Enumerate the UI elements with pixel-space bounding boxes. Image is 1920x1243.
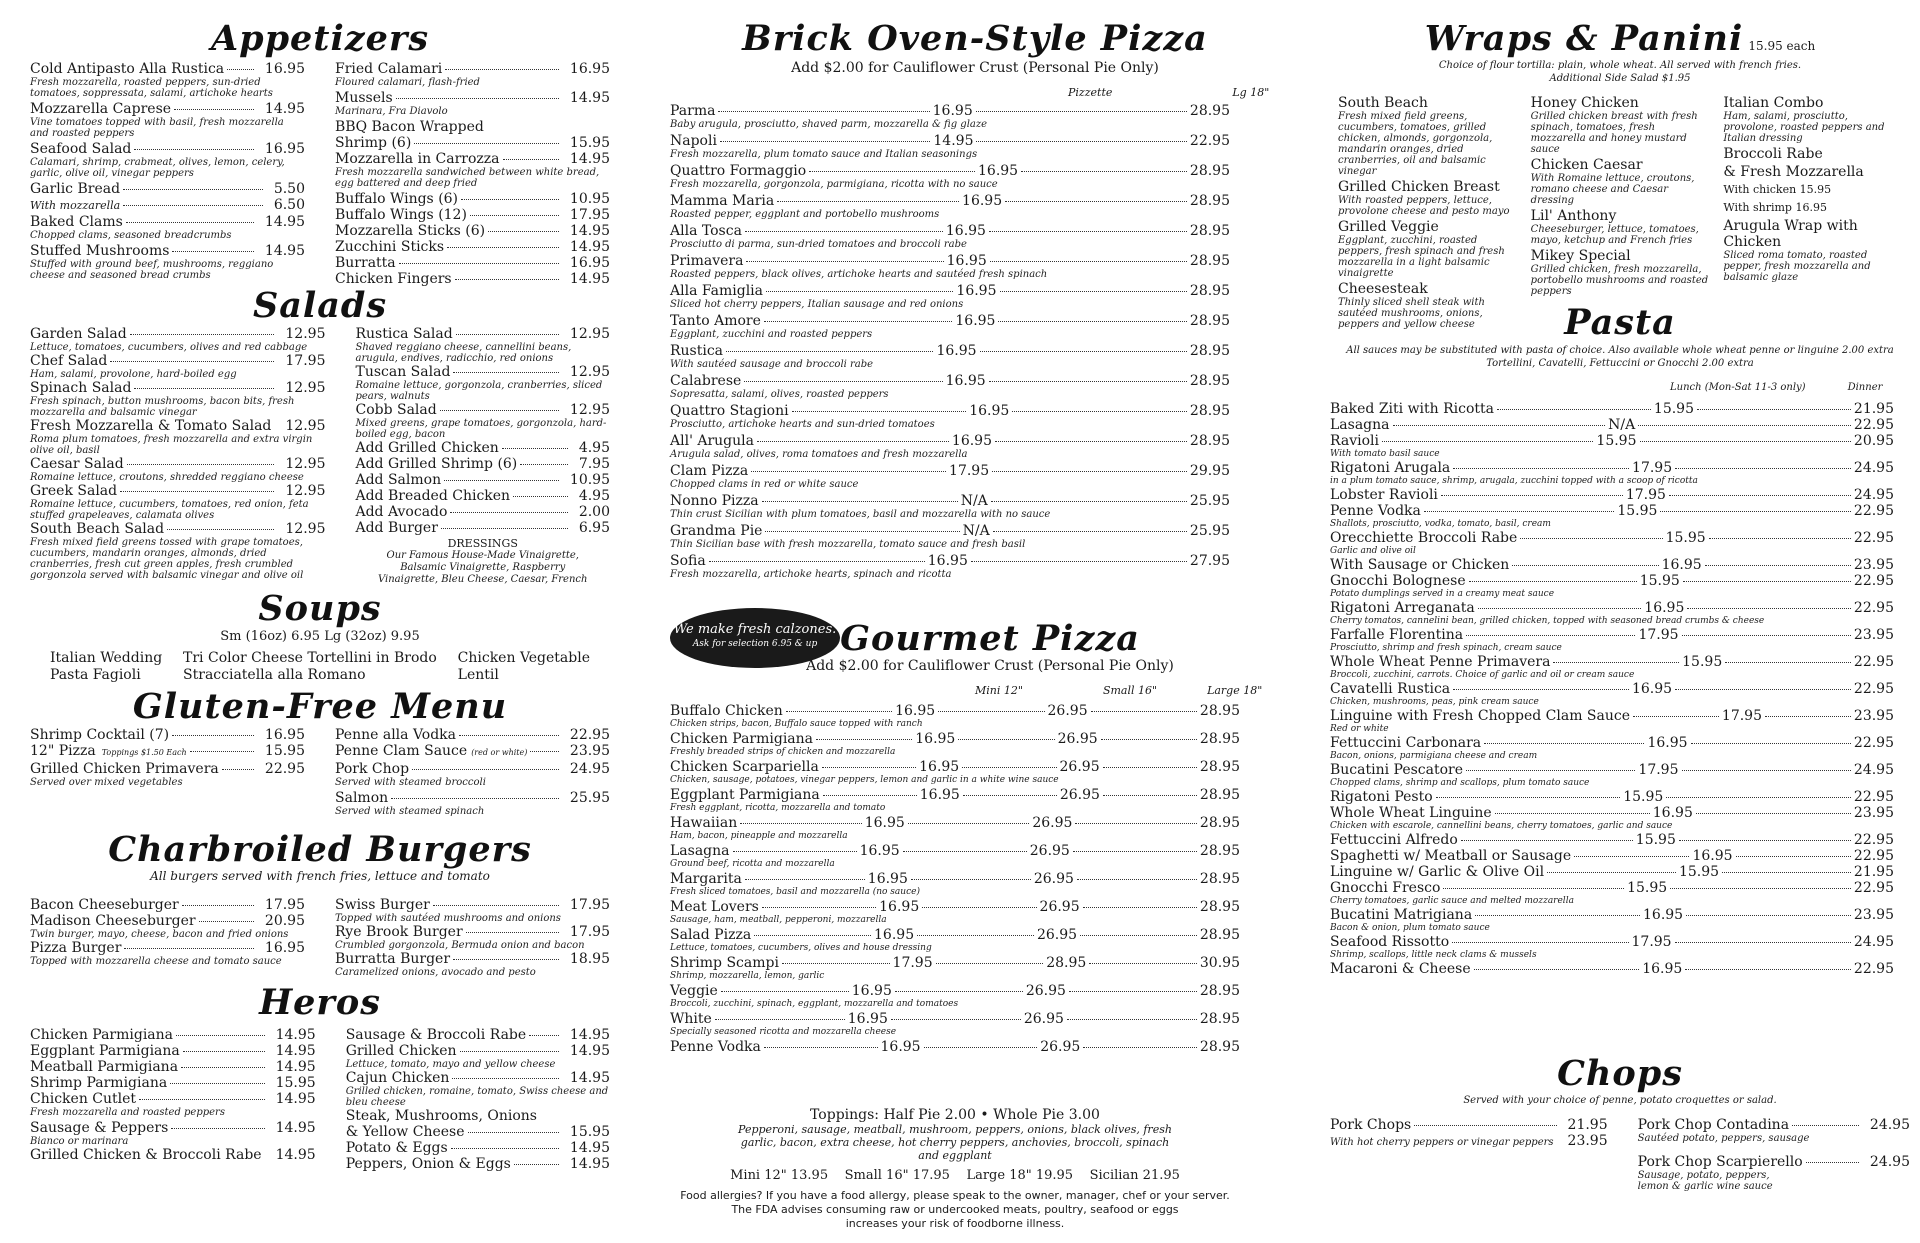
menu-item: Chicken Cutlet 14.95 Fresh mozzarella and roasted peppers xyxy=(30,1091,316,1118)
pasta-column-headers: Lunch (Mon-Sat 11-3 only) Dinner xyxy=(1670,382,1883,393)
menu-item: Penne Vodka 16.95 26.95 28.95 xyxy=(670,1039,1240,1055)
chops-right xyxy=(1638,1117,1910,1192)
menu-item: Rigatoni Arreganata 16.95 22.95 Cherry tomatos, cannelini bean, grilled chicken, topped with seasoned bread crumbs & cheese xyxy=(1330,600,1895,626)
menu-item: Quattro Formaggio 16.95 28.95 Fresh mozzarella, gorgonzola, parmigiana, ricotta with no sauce xyxy=(670,163,1230,190)
wraps-col-1 xyxy=(1338,95,1517,332)
appetizers-title: Appetizers xyxy=(210,18,430,59)
wrap-item: Grilled Veggie Eggplant, zucchini, roasted peppers, fresh spinach and fresh mozzarella in a light balsamic vinaigrette xyxy=(1338,219,1505,279)
menu-item: Buffalo Chicken 16.95 26.95 28.95 Chicken strips, bacon, Buffalo sauce topped with ranch xyxy=(670,703,1241,729)
menu-item: Fettuccini Carbonara 16.95 22.95 Bacon, onions, parmigiana cheese and cream xyxy=(1330,735,1894,761)
menu-item: Gnocchi Bolognese 15.95 22.95 Potato dumplings served in a creamy meat sauce xyxy=(1330,573,1894,599)
menu-item: Add Avocado 2.00 xyxy=(355,504,610,520)
pasta-title: Pasta xyxy=(1564,302,1676,343)
menu-item: Whole Wheat Penne Primavera 15.95 22.95 Broccoli, zucchini, carrots. Choice of garlic and oil or cream sauce xyxy=(1330,654,1895,680)
menu-item: Sofia 16.95 27.95 Fresh mozzarella, artichoke hearts, spinach and ricotta xyxy=(670,553,1230,580)
menu-item: BBQ Bacon Wrapped xyxy=(335,119,484,135)
burgers-left xyxy=(30,897,305,978)
menu-item: Rigatoni Pesto 15.95 22.95 xyxy=(1330,789,1894,805)
chops-note: Served with your choice of penne, potato croquettes or salad. xyxy=(1463,1095,1777,1106)
soups-col-1: Italian Wedding Pasta Fagioli xyxy=(50,650,163,683)
right-page xyxy=(1330,0,1910,1192)
menu-item: Add Salmon 10.95 xyxy=(355,472,610,488)
menu-item: Fried Calamari 16.95 Floured calamari, flash-fried xyxy=(335,61,610,88)
wrap-item: Italian Combo Ham, salami, prosciutto, provolone, roasted peppers and Italian dressing xyxy=(1723,95,1885,144)
menu-item: Pork Chop Contadina 24.95 Sautéed potato, peppers, sausage xyxy=(1637,1117,1910,1144)
menu-item: Peppers, Onion & Eggs 14.95 xyxy=(345,1156,610,1172)
menu-item: Eggplant Parmigiana 16.95 26.95 28.95 Fresh eggplant, ricotta, mozzarella and tomato xyxy=(670,787,1240,813)
menu-item: Steak, Mushrooms, Onions xyxy=(345,1108,537,1124)
pasta-rows xyxy=(1330,401,1894,977)
heros-section xyxy=(30,1027,610,1172)
menu-item: Shrimp Cocktail (7) 16.95 xyxy=(30,727,305,743)
wraps-price: 15.95 each xyxy=(1748,39,1816,53)
wrap-item: Chicken Caesar With Romaine lettuce, croutons, romano cheese and Caesar dressing xyxy=(1530,157,1695,206)
wraps-header xyxy=(1330,18,1910,59)
menu-item: Rustica Salad 12.95 Shaved reggiano cheese, cannellini beans, arugula, endives, radicchio, red onions xyxy=(355,326,610,364)
brick-oven-title: Brick Oven-Style Pizza xyxy=(742,18,1208,59)
brick-oven-note: Add $2.00 for Cauliflower Crust (Personal Pie Only) xyxy=(791,60,1159,76)
menu-item: Alla Famiglia 16.95 28.95 Sliced hot cherry peppers, Italian sausage and red onions xyxy=(670,283,1230,310)
menu-item: South Beach Salad 12.95 Fresh mixed field greens tossed with grape tomatoes, cucumbers, mandarin oranges, almonds, dried cranberries, fresh cut green apples, fresh crumbled gorgonzola served with balsamic vinegar and olive oil xyxy=(30,521,326,581)
menu-item: Tuscan Salad 12.95 Romaine lettuce, gorgonzola, cranberries, sliced pears, walnuts xyxy=(355,364,610,402)
dressings-title: DRESSINGS xyxy=(447,537,518,550)
menu-item: Salmon 25.95 Served with steamed spinach xyxy=(335,790,610,817)
wrap-item: South Beach Fresh mixed field greens, cucumbers, tomatoes, grilled chicken, almonds, gorgonzola, mandarin oranges, dried cranberries, oil and balsamic vinegar xyxy=(1338,95,1493,177)
calzone-badge: We make fresh calzones. Ask for selection 6.95 & up xyxy=(670,608,840,668)
menu-item: Farfalle Florentina 17.95 23.95 Prosciutto, shrimp and fresh spinach, cream sauce xyxy=(1330,627,1895,653)
menu-item: Chicken Parmigiana 16.95 26.95 28.95 Freshly breaded strips of chicken and mozzarella xyxy=(670,731,1240,757)
chops-section xyxy=(1330,1053,1910,1192)
toppings-section xyxy=(670,1108,1240,1231)
menu-item: Chicken Fingers 14.95 xyxy=(335,271,610,287)
chops-title: Chops xyxy=(1557,1053,1683,1094)
menu-item: Penne Clam Sauce (red or white) 23.95 xyxy=(335,743,610,759)
burgers-section xyxy=(30,897,610,978)
wrap-item: Cheesesteak Thinly sliced shell steak with sautéed mushrooms, onions, peppers and yellow cheese xyxy=(1338,281,1485,330)
menu-item: With Sausage or Chicken 16.95 23.95 xyxy=(1330,557,1894,573)
menu-item: Chicken Parmigiana 14.95 xyxy=(30,1027,316,1043)
left-page xyxy=(30,0,610,1172)
gluten-free-section xyxy=(30,727,610,817)
menu-item: Add Grilled Chicken 4.95 xyxy=(355,440,610,456)
menu-item: Buffalo Wings (12) 17.95 xyxy=(335,207,610,223)
wraps-col-3 xyxy=(1723,95,1902,332)
menu-item: Mozzarella Sticks (6) 14.95 xyxy=(335,223,610,239)
menu-item: Caesar Salad 12.95 Romaine lettuce, croutons, shredded reggiano cheese xyxy=(30,456,326,483)
burgers-title: Charbroiled Burgers xyxy=(108,829,532,870)
menu-item: Sausage & Peppers 14.95 Bianco or marinara xyxy=(30,1120,316,1147)
menu-item: Cajun Chicken 14.95 Grilled chicken, romaine, tomato, Swiss cheese and bleu cheese xyxy=(345,1070,610,1108)
chops-items xyxy=(1330,1117,1910,1192)
menu-item: 12" Pizza Toppings $1.50 Each 15.95 xyxy=(30,743,305,759)
toppings-sizes: Mini 12" 13.95 Small 16" 17.95 Large 18" 19.95 Sicilian 21.95 xyxy=(730,1168,1180,1183)
menu-item: Spaghetti w/ Meatball or Sausage 16.95 22.95 xyxy=(1330,848,1895,864)
menu-item: Macaroni & Cheese 16.95 22.95 xyxy=(1330,961,1894,977)
menu-item: Potato & Eggs 14.95 xyxy=(345,1140,610,1156)
menu-item: Madison Cheeseburger 20.95 Twin burger, mayo, cheese, bacon and fried onions xyxy=(30,913,305,940)
menu-item: Garden Salad 12.95 Lettuce, tomatoes, cucumbers, olives and red cabbage xyxy=(30,326,326,353)
menu-item: Rye Brook Burger 17.95 Crumbled gorgonzola, Bermuda onion and bacon xyxy=(335,924,610,951)
menu-item: Parma 16.95 28.95 Baby arugula, prosciutto, shaved parm, mozzarella & fig glaze xyxy=(670,103,1231,130)
menu-item: Rigatoni Arugala 17.95 24.95 in a plum tomato sauce, shrimp, arugala, zucchini topped with a scoop of ricotta xyxy=(1330,460,1894,486)
menu-item: Cavatelli Rustica 16.95 22.95 Chicken, mushrooms, peas, pink cream sauce xyxy=(1330,681,1894,707)
menu-item: Shrimp Scampi 17.95 28.95 30.95 Shrimp, mozzarella, lemon, garlic xyxy=(670,955,1240,981)
menu-item: Add Breaded Chicken 4.95 xyxy=(355,488,610,504)
gluten-free-left xyxy=(30,727,305,817)
soups-col-3: Chicken Vegetable Lentil xyxy=(457,650,590,683)
menu-item: Grilled Chicken Primavera 22.95 Served over mixed vegetables xyxy=(30,761,305,788)
wrap-item: Mikey Special Grilled chicken, fresh mozzarella, portobello mushrooms and roasted peppers xyxy=(1530,248,1709,297)
gourmet-section xyxy=(670,618,1270,1056)
wraps-note-2: Additional Side Salad $1.95 xyxy=(1549,73,1691,84)
menu-item: Pork Chop 24.95 Served with steamed broccoli xyxy=(335,761,610,788)
menu-item: Lasagna 16.95 26.95 28.95 Ground beef, ricotta and mozzarella xyxy=(670,843,1241,869)
menu-item: Lobster Ravioli 17.95 24.95 xyxy=(1330,487,1894,503)
wrap-item: With shrimp 16.95 xyxy=(1723,201,1827,214)
menu-item: Spinach Salad 12.95 Fresh spinach, button mushrooms, bacon bits, fresh mozzarella and balsamic vinegar xyxy=(30,380,326,418)
menu-item: With mozzarella 6.50 xyxy=(30,197,305,213)
gourmet-note: Add $2.00 for Cauliflower Crust (Personal Pie Only) xyxy=(806,658,1174,674)
menu-item: Baked Ziti with Ricotta 15.95 21.95 xyxy=(1330,401,1895,417)
toppings-title: Toppings: Half Pie 2.00 • Whole Pie 3.00 xyxy=(810,1107,1100,1123)
menu-item: Alla Tosca 16.95 28.95 Prosciutto di parma, sun-dried tomatoes and broccoli rabe xyxy=(670,223,1231,250)
menu-item: Penne alla Vodka 22.95 xyxy=(335,727,610,743)
wraps-note-1: Choice of flour tortilla: plain, whole wheat. All served with french fries. xyxy=(1438,60,1802,71)
heros-title: Heros xyxy=(259,982,381,1023)
gourmet-rows xyxy=(670,703,1240,1055)
wrap-item: Honey Chicken Grilled chicken breast with fresh spinach, tomatoes, fresh mozzarella and honey mustard sauce xyxy=(1530,95,1698,155)
menu-item: Grilled Chicken 14.95 Lettuce, tomato, mayo and yellow cheese xyxy=(345,1043,610,1070)
menu-item: Seafood Rissotto 17.95 24.95 Shrimp, scallops, little neck clams & mussels xyxy=(1330,934,1895,960)
burgers-right xyxy=(335,897,610,978)
wrap-item: With chicken 15.95 xyxy=(1723,183,1832,196)
salads-title: Salads xyxy=(252,285,388,326)
allergy-line-2: The FDA advises consuming raw or undercooked meats, poultry, seafood or eggs xyxy=(731,1203,1179,1216)
wraps-title: Wraps & Panini xyxy=(1424,18,1744,59)
menu-item: Linguine w/ Garlic & Olive Oil 15.95 21.95 xyxy=(1330,864,1895,880)
menu-item: Mozzarella in Carrozza 14.95 Fresh mozzarella sandwiched between white bread, egg battered and deep fried xyxy=(335,151,610,189)
menu-item: Ravioli 15.95 20.95 With tomato basil sauce xyxy=(1330,433,1895,459)
menu-item: Cobb Salad 12.95 Mixed greens, grape tomatoes, gorgonzola, hard-boiled egg, bacon xyxy=(355,402,610,440)
menu-item: Veggie 16.95 26.95 28.95 Broccoli, zucchini, spinach, eggplant, mozzarella and tomatoes xyxy=(670,983,1240,1009)
menu-item: Garlic Bread 5.50 xyxy=(30,181,305,197)
gluten-free-right xyxy=(335,727,610,817)
allergy-line-1: Food allergies? If you have a food allergy, please speak to the owner, manager, chef or your server. xyxy=(680,1189,1230,1202)
menu-item: Calabrese 16.95 28.95 Sopresatta, salami, olives, roasted peppers xyxy=(670,373,1231,400)
menu-item: With hot cherry peppers or vinegar peppers 23.95 xyxy=(1330,1133,1608,1149)
heros-left xyxy=(30,1027,316,1172)
wraps-col-2 xyxy=(1531,95,1710,332)
menu-item: Baked Clams 14.95 Chopped clams, seasoned breadcrumbs xyxy=(30,214,305,241)
middle-page xyxy=(670,0,1280,1230)
menu-item: Salad Pizza 16.95 26.95 28.95 Lettuce, tomatoes, cucumbers, olives and house dressing xyxy=(670,927,1240,953)
menu-item: Margarita 16.95 26.95 28.95 Fresh sliced tomatoes, basil and mozzarella (no sauce) xyxy=(670,871,1241,897)
brick-oven-column-headers: Pizzette Lg 18" xyxy=(1068,86,1270,99)
salads-left xyxy=(30,326,325,586)
menu-item: Hawaiian 16.95 26.95 28.95 Ham, bacon, pineapple and mozzarella xyxy=(670,815,1240,841)
wraps-section xyxy=(1330,95,1910,332)
wrap-item: & Fresh Mozzarella xyxy=(1723,164,1864,180)
menu-item: Quattro Stagioni 16.95 28.95 Prosciutto, artichoke hearts and sun-dried tomatoes xyxy=(670,403,1230,430)
pasta-note-1: All sauces may be substituted with pasta of choice. Also available whole wheat penne or linguine 2.00 extra xyxy=(1346,345,1894,356)
menu-item: Clam Pizza 17.95 29.95 Chopped clams in red or white sauce xyxy=(670,463,1231,490)
menu-item: Chicken Scarpariella 16.95 26.95 28.95 Chicken, sausage, potatoes, vinegar peppers, lemon and garlic in a white wine sauce xyxy=(670,759,1240,785)
menu-item: Pork Chops 21.95 xyxy=(1330,1117,1608,1133)
appetizers-right xyxy=(335,61,610,287)
menu-item: Seafood Salad 16.95 Calamari, shrimp, crabmeat, olives, lemon, celery, garlic, olive oil, vinegar peppers xyxy=(30,141,305,179)
menu-item: Grilled Chicken & Broccoli Rabe 14.95 xyxy=(30,1147,316,1163)
soups-col-2: Tri Color Cheese Tortellini in Brodo Stracciatella alla Romano xyxy=(183,650,437,683)
appetizers-left xyxy=(30,61,305,287)
menu-item: Greek Salad 12.95 Romaine lettuce, cucumbers, tomatoes, red onion, feta stuffed grapeleaves, calamata olives xyxy=(30,483,326,521)
menu-item: Bucatini Pescatore 17.95 24.95 Chopped clams, shrimp and scallops, plum tomato sauce xyxy=(1330,762,1894,788)
heros-right xyxy=(346,1027,610,1172)
menu-item: Swiss Burger 17.95 Topped with sautéed mushrooms and onions xyxy=(335,897,610,924)
wrap-item: Grilled Chicken Breast With roasted peppers, lettuce, provolone cheese and pesto mayo xyxy=(1338,179,1510,217)
menu-item: Lasagna N/A 22.95 xyxy=(1330,417,1895,433)
menu-item: Buffalo Wings (6) 10.95 xyxy=(335,191,610,207)
gluten-free-title: Gluten-Free Menu xyxy=(132,686,508,727)
menu-item: Fresh Mozzarella & Tomato Salad 12.95 Roma plum tomatoes, fresh mozzarella and extra virgin olive oil, basil xyxy=(30,418,326,456)
brick-oven-rows xyxy=(670,103,1230,580)
toppings-list: Pepperoni, sausage, meatball, mushroom, peppers, onions, black olives, fresh garlic, bacon, extra cheese, hot cherry peppers, anchovies, broccoli, spinach and eggplant xyxy=(738,1123,1172,1162)
salads-right xyxy=(355,326,610,586)
menu-item: Stuffed Mushrooms 14.95 Stuffed with ground beef, mushrooms, reggiano cheese and seasoned bread crumbs xyxy=(30,243,305,281)
menu-item: Add Grilled Shrimp (6) 7.95 xyxy=(355,456,610,472)
wrap-item: Broccoli Rabe xyxy=(1723,146,1823,162)
allergy-line-3: increases your risk of foodborne illness. xyxy=(845,1217,1065,1230)
menu-item: Rustica 16.95 28.95 With sautéed sausage and broccoli rabe xyxy=(670,343,1231,370)
chops-left xyxy=(1330,1117,1608,1192)
wrap-item: Lil' Anthony Cheeseburger, lettuce, tomatoes, mayo, ketchup and French fries xyxy=(1530,208,1699,246)
menu-item: All' Arugula 16.95 28.95 Arugula salad, olives, roma tomatoes and fresh mozzarella xyxy=(670,433,1230,460)
menu-item: Pork Chop Scarpierello 24.95 Sausage, potato, peppers, lemon & garlic wine sauce xyxy=(1637,1154,1910,1192)
soup-sizes: Sm (16oz) 6.95 Lg (32oz) 9.95 xyxy=(220,629,420,644)
menu-item: Meatball Parmigiana 14.95 xyxy=(30,1059,316,1075)
menu-item: Burratta Burger 18.95 Caramelized onions, avocado and pesto xyxy=(335,951,610,978)
menu-item: Bacon Cheeseburger 17.95 xyxy=(30,897,305,913)
menu-item: Burratta 16.95 xyxy=(335,255,610,271)
menu-item: Cold Antipasto Alla Rustica 16.95 Fresh mozzarella, roasted peppers, sun-dried tomatoes, soppressata, salami, artichoke hearts xyxy=(30,61,305,99)
menu-item: White 16.95 26.95 28.95 Specially seasoned ricotta and mozzarella cheese xyxy=(670,1011,1240,1037)
menu-item: Whole Wheat Linguine 16.95 23.95 Chicken with escarole, cannellini beans, cherry tomatoes, garlic and sauce xyxy=(1330,805,1894,831)
menu-item: Shrimp (6) 15.95 xyxy=(335,135,610,151)
menu-item: Sausage & Broccoli Rabe 14.95 xyxy=(345,1027,610,1043)
menu-item: Fettuccini Alfredo 15.95 22.95 xyxy=(1330,832,1894,848)
pasta-note-2: Tortellini, Cavatelli, Fettuccini or Gnocchi 2.00 extra xyxy=(1486,358,1754,369)
menu-item: Nonno Pizza N/A 25.95 Thin crust Sicilian with plum tomatoes, basil and mozzarella with no sauce xyxy=(670,493,1231,520)
menu-item: Mussels 14.95 Marinara, Fra Diavolo xyxy=(335,90,610,117)
menu-item: Eggplant Parmigiana 14.95 xyxy=(30,1043,316,1059)
menu-item: Shrimp Parmigiana 15.95 xyxy=(30,1075,316,1091)
menu-item: Meat Lovers 16.95 26.95 28.95 Sausage, ham, meatball, pepperoni, mozzarella xyxy=(670,899,1241,925)
menu-item: Zucchini Sticks 14.95 xyxy=(335,239,610,255)
menu-item: Mamma Maria 16.95 28.95 Roasted pepper, eggplant and portobello mushrooms xyxy=(670,193,1231,220)
menu-item: Mozzarella Caprese 14.95 Vine tomatoes topped with basil, fresh mozzarella and roasted peppers xyxy=(30,101,305,139)
gourmet-column-headers: Mini 12" Small 16" Large 18" xyxy=(975,684,1263,697)
soups-list xyxy=(30,650,610,684)
wrap-item: Arugula Wrap with Chicken Sliced roma tomato, roasted pepper, fresh mozzarella and balsamic glaze xyxy=(1723,218,1871,283)
menu-item: Primavera 16.95 28.95 Roasted peppers, black olives, artichoke hearts and sautéed fresh spinach xyxy=(670,253,1231,280)
salads-section xyxy=(30,326,610,586)
menu-item: Pizza Burger 16.95 Topped with mozzarella cheese and tomato sauce xyxy=(30,940,305,967)
pasta-section xyxy=(1330,344,1910,977)
menu-item: & Yellow Cheese 15.95 xyxy=(345,1124,610,1140)
menu-item: Orecchiette Broccoli Rabe 15.95 22.95 Garlic and olive oil xyxy=(1330,530,1895,556)
menu-item: Linguine with Fresh Chopped Clam Sauce 17.95 23.95 Red or white xyxy=(1330,708,1895,734)
appetizers-section xyxy=(30,61,610,287)
menu-item: Chef Salad 17.95 Ham, salami, provolone, hard-boiled egg xyxy=(30,353,326,380)
menu-item: Add Burger 6.95 xyxy=(355,520,610,536)
burgers-note: All burgers served with french fries, lettuce and tomato xyxy=(150,869,490,883)
menu-item: Penne Vodka 15.95 22.95 Shallots, prosciutto, vodka, tomato, basil, cream xyxy=(1330,503,1895,529)
menu-item: Tanto Amore 16.95 28.95 Eggplant, zucchini and roasted peppers xyxy=(670,313,1231,340)
menu-item: Bucatini Matrigiana 16.95 23.95 Bacon & onion, plum tomato sauce xyxy=(1330,907,1895,933)
soups-title: Soups xyxy=(258,588,382,629)
menu-item: Napoli 14.95 22.95 Fresh mozzarella, plum tomato sauce and Italian seasonings xyxy=(670,133,1231,160)
dressings-list: Our Famous House-Made Vinaigrette, Balsamic Vinaigrette, Raspberry Vinaigrette, Bleu Cheese, Caesar, French xyxy=(378,550,588,585)
menu-item: Gnocchi Fresco 15.95 22.95 Cherry tomatoes, garlic sauce and melted mozzarella xyxy=(1330,880,1894,906)
menu-item: Grandma Pie N/A 25.95 Thin Sicilian base with fresh mozzarella, tomato sauce and fresh basil xyxy=(670,523,1231,550)
gourmet-title: Gourmet Pizza xyxy=(840,618,1140,659)
